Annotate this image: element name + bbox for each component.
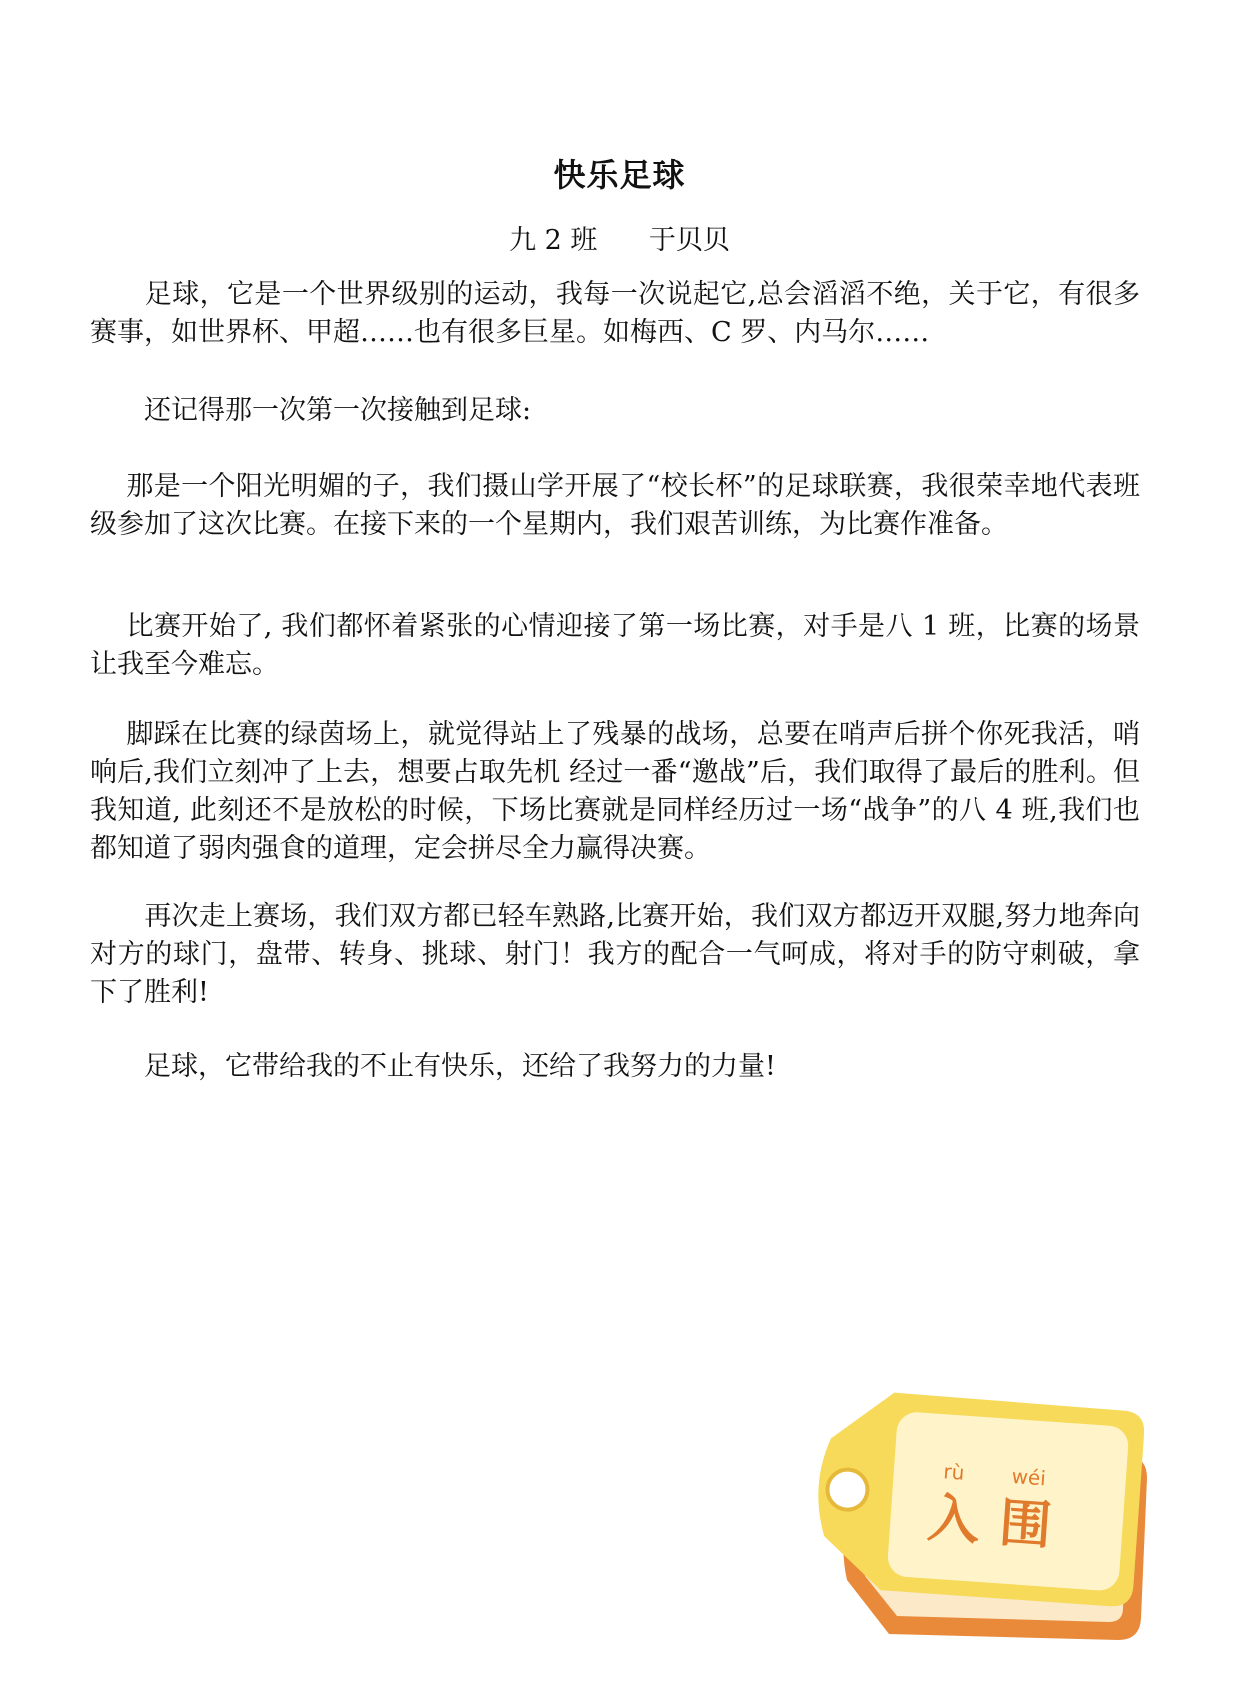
- paragraph-2: 还记得那一次第一次接触到足球:: [90, 395, 532, 426]
- shortlisted-badge: [785, 1380, 1185, 1660]
- badge-pinyin-wei: wéi: [1010, 1464, 1047, 1491]
- paragraph-5: 脚踩在比赛的绿茵场上，就觉得站上了残暴的战场，总要在哨声后拼个你死我活，哨响后,我们立刻冲了上去，想要占取先机 经过一番“邀战”后，我们取得了最后的胜利。但我知道, 此刻还不是放松的时候，下场比赛就是同样经历过一场“战争”的八 4 班,我们也都知道了弱肉强食的道理，定会拼尽全力赢得决赛。: [90, 719, 1140, 864]
- paragraph-4: 比赛开始了, 我们都怀着紧张的心情迎接了第一场比赛，对手是八 1 班，比赛的场景让我至今难忘。: [90, 611, 1140, 680]
- paragraph-7: 足球，它带给我的不止有快乐，还给了我努力的力量!: [90, 1051, 776, 1082]
- essay-byline: 九 2 班 于贝贝: [509, 225, 730, 256]
- paragraph-6: 再次走上赛场，我们双方都已轻车熟路,比赛开始，我们双方都迈开双腿,努力地奔向对方的球门，盘带、转身、挑球、射门！我方的配合一气呵成，将对手的防守刺破，拿下了胜利!: [90, 901, 1140, 1008]
- badge-char-ru: 入: [925, 1488, 982, 1552]
- badge-pinyin-ru: rù: [942, 1459, 966, 1485]
- paragraph-3: 那是一个阳光明媚的子，我们摄山学开展了“校长杯”的足球联赛，我很荣幸地代表班级参加了这次比赛。在接下来的一个星期内，我们艰苦训练，为比赛作准备。: [90, 471, 1140, 540]
- badge-hole: [826, 1468, 869, 1511]
- essay-title: 快乐足球: [553, 156, 686, 194]
- badge-char-wei: 围: [997, 1493, 1054, 1557]
- paragraph-1: 足球，它是一个世界级别的运动，我每一次说起它,总会滔滔不绝，关于它，有很多赛事，如世界杯、甲超……也有很多巨星。如梅西、C 罗、内马尔……: [90, 279, 1140, 348]
